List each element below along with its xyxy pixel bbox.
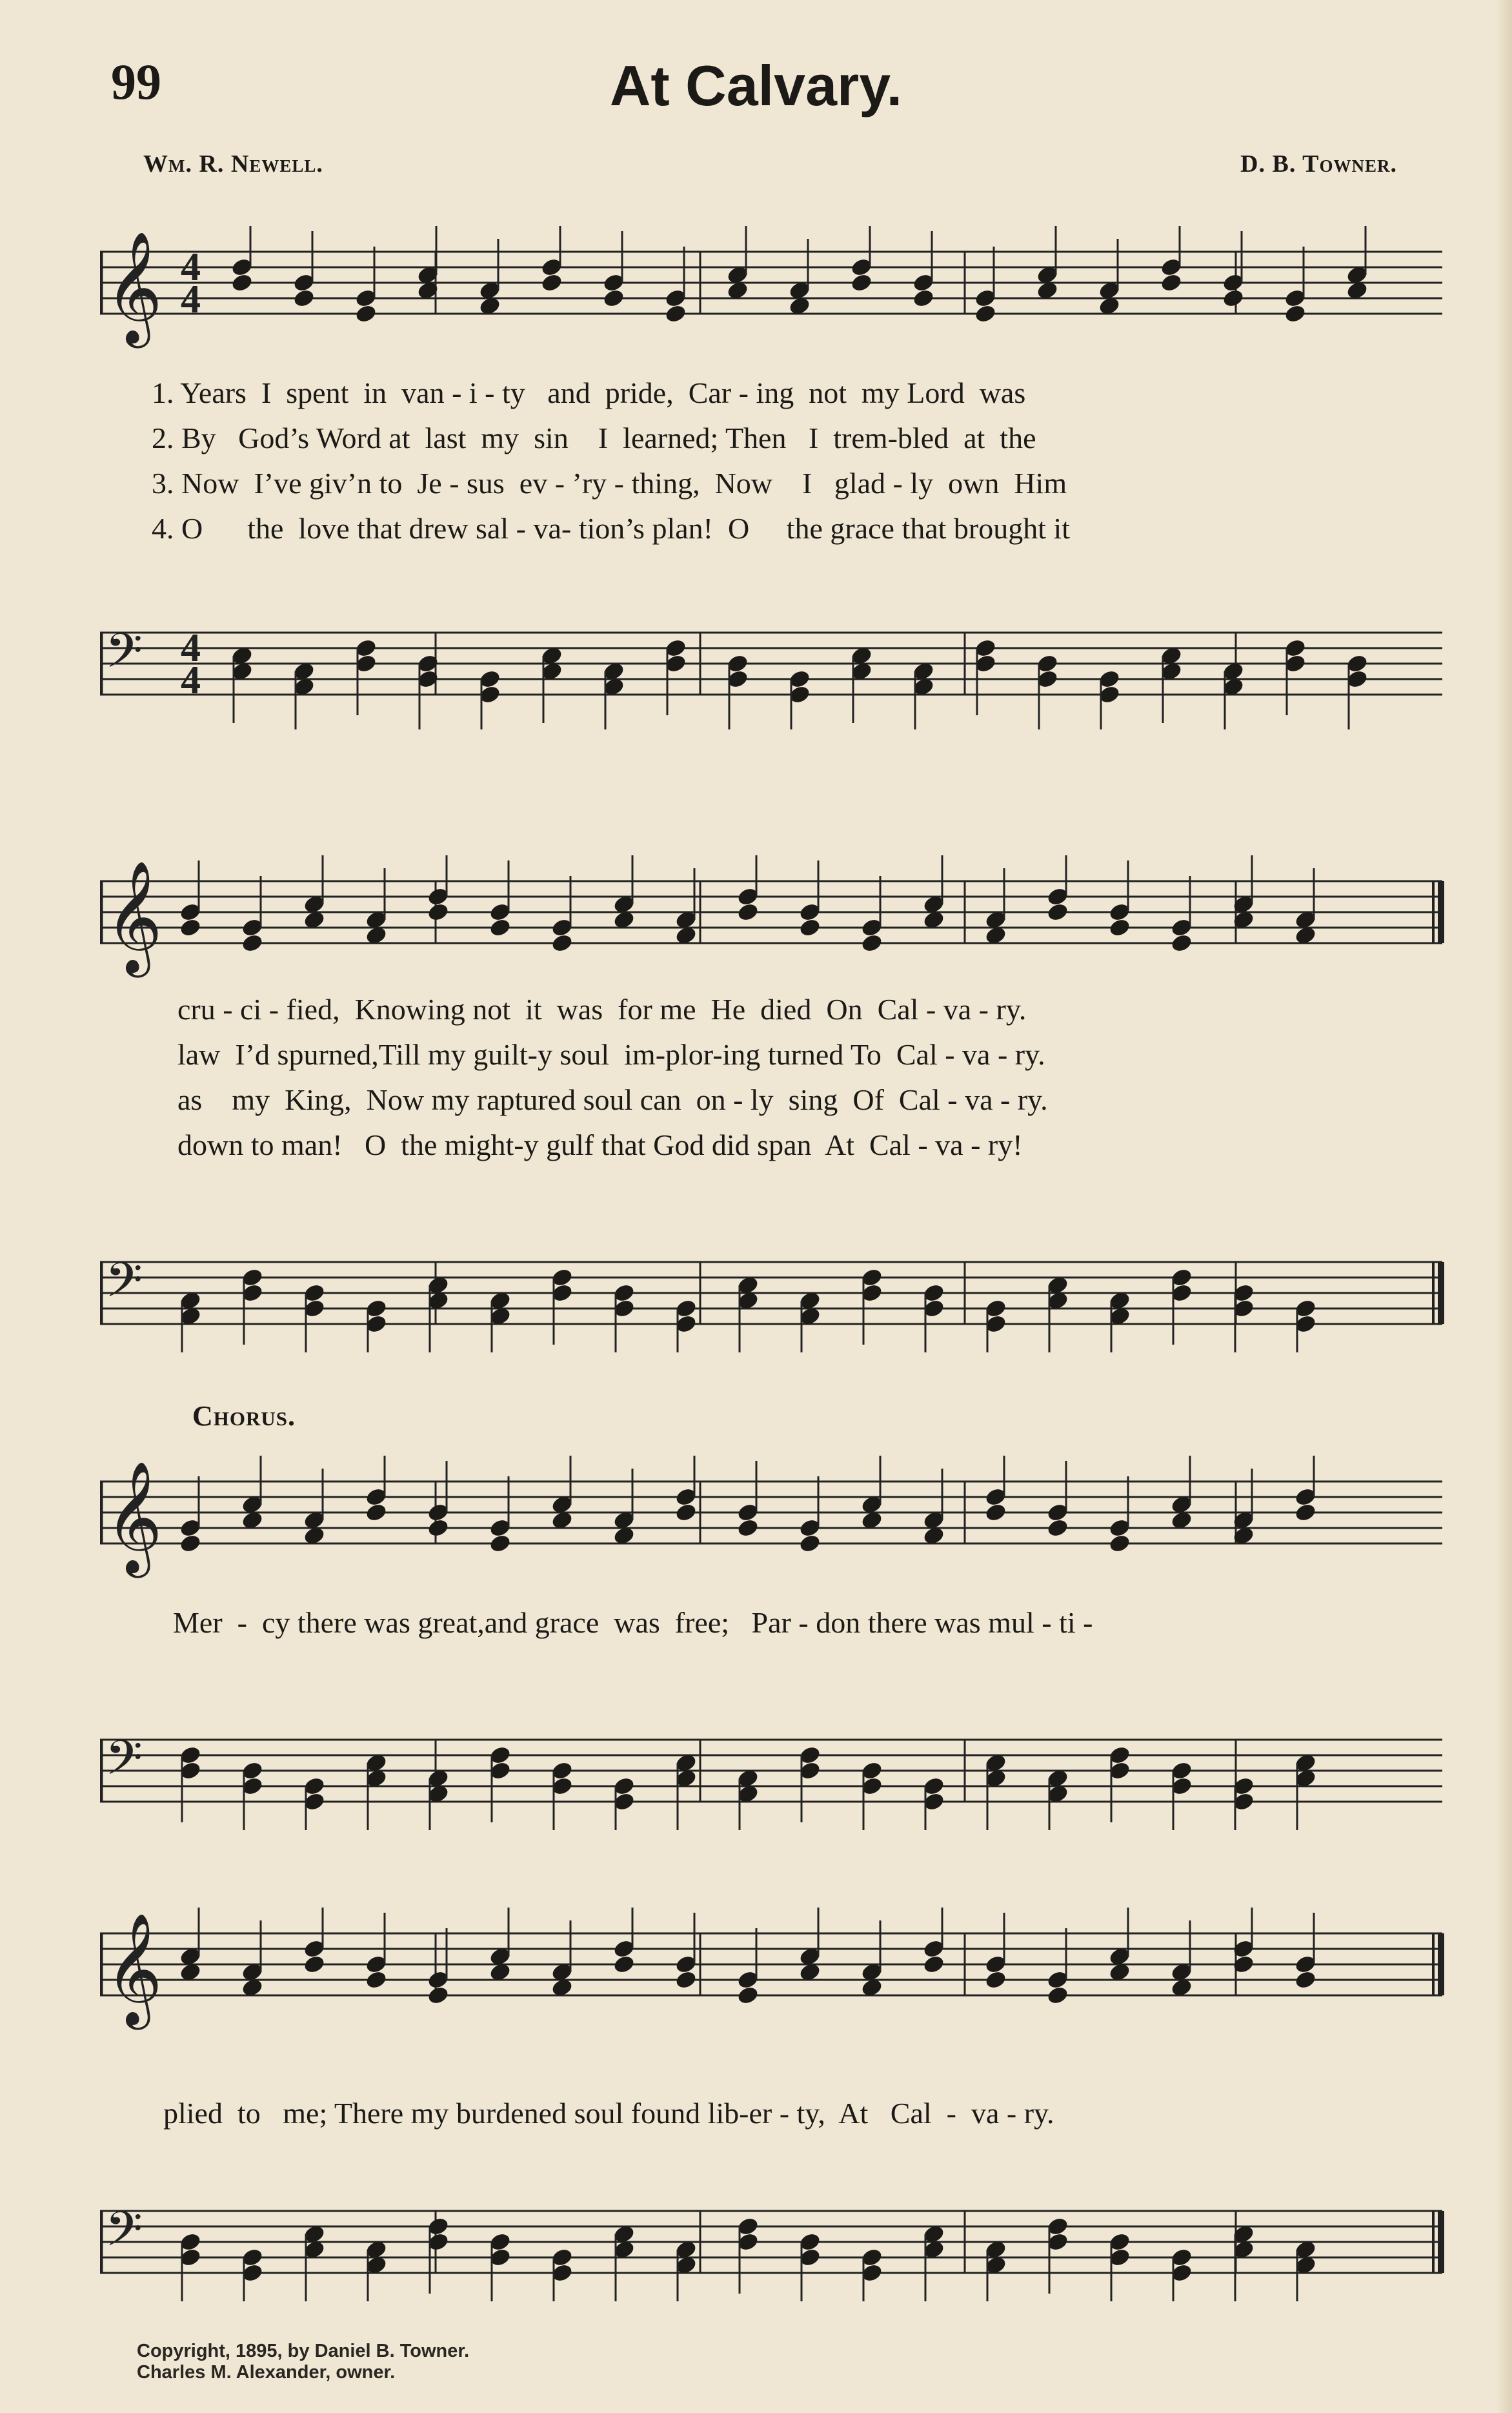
note-head bbox=[1222, 288, 1245, 309]
verse-3-line-2: as my King, Now my raptured soul can on - ly sing Of Cal - va - ry. bbox=[177, 1083, 1048, 1116]
note-head bbox=[984, 1502, 1007, 1523]
note-head bbox=[1284, 303, 1307, 325]
note-head bbox=[674, 1502, 698, 1523]
verse-1-line-1: 1. Years I spent in van - i - ty and pride, Car - ing not my Lord was bbox=[152, 376, 1026, 409]
bass-staff-3 bbox=[100, 1714, 1455, 1830]
note-head bbox=[1294, 1970, 1317, 1991]
note-head bbox=[1046, 1985, 1069, 2006]
treble-clef-icon: 𝄞 bbox=[105, 231, 163, 343]
bass-staff-4 bbox=[100, 2185, 1455, 2301]
note-head bbox=[850, 272, 873, 294]
verse-1-line-2: cru - ci - fied, Knowing not it was for me He died On Cal - va - ry. bbox=[177, 993, 1027, 1026]
bass-clef-icon: 𝄢 bbox=[105, 1730, 143, 1798]
note-head bbox=[179, 917, 202, 939]
note-head bbox=[489, 917, 512, 939]
time-signature-top: 4 bbox=[181, 245, 201, 289]
music-system-3 bbox=[100, 1436, 1455, 1824]
note-head bbox=[1294, 1502, 1317, 1523]
note-head bbox=[984, 1970, 1007, 1991]
note-head bbox=[612, 1954, 636, 1975]
treble-staff-3 bbox=[100, 1456, 1455, 1585]
hymn-number: 99 bbox=[111, 54, 161, 110]
note-head bbox=[974, 303, 997, 325]
bass-staff-2 bbox=[100, 1236, 1455, 1352]
bass-clef-icon: 𝄢 bbox=[105, 2201, 143, 2269]
note-head bbox=[365, 1502, 388, 1523]
hymn-title: At Calvary. bbox=[609, 54, 903, 117]
note-head bbox=[365, 1970, 388, 1991]
verse-2-line-2: law I’d spurned,Till my guilt-y soul im-plor-ing turned To Cal - va - ry. bbox=[177, 1038, 1045, 1071]
time-signature-top: 4 bbox=[181, 626, 201, 670]
note-head bbox=[798, 1533, 822, 1554]
note-head bbox=[1046, 902, 1069, 923]
verse-4-line-1: 4. O the love that drew sal - va- tion’s plan! O the grace that brought it bbox=[152, 512, 1071, 545]
copyright-notice bbox=[137, 2341, 469, 2383]
note-head bbox=[427, 902, 450, 923]
note-head bbox=[550, 933, 574, 954]
music-system-2 bbox=[100, 836, 1455, 1346]
note-head bbox=[427, 1985, 450, 2006]
treble-staff-4 bbox=[100, 1908, 1455, 2037]
treble-staff-1 bbox=[100, 226, 1455, 355]
note-head bbox=[922, 1954, 945, 1975]
note-head bbox=[427, 1518, 450, 1539]
lyricist-credit: Wm. R. Newell. bbox=[143, 150, 323, 178]
note-head bbox=[540, 272, 563, 294]
note-head bbox=[230, 272, 254, 294]
music-system-4 bbox=[100, 1888, 1455, 2288]
note-head bbox=[1170, 933, 1193, 954]
treble-clef-icon: 𝄞 bbox=[105, 1913, 163, 2025]
note-head bbox=[674, 1970, 698, 1991]
page-edge bbox=[1497, 0, 1512, 2413]
note-head bbox=[241, 933, 264, 954]
bass-clef-icon: 𝄢 bbox=[105, 623, 143, 691]
note-head bbox=[912, 288, 935, 309]
note-head bbox=[736, 1985, 760, 2006]
note-head bbox=[860, 933, 883, 954]
note-head bbox=[292, 288, 316, 309]
note-head bbox=[602, 288, 625, 309]
chorus-line-2: plied to me; There my burdened soul found lib-er - ty, At Cal - va - ry. bbox=[163, 2097, 1054, 2130]
note-head bbox=[179, 1533, 202, 1554]
verse-3-line-1: 3. Now I’ve giv’n to Je - sus ev - ’ry - thing, Now I glad - ly own Him bbox=[152, 467, 1067, 500]
time-signature-bottom: 4 bbox=[181, 278, 201, 321]
note-head bbox=[489, 1533, 512, 1554]
note-head bbox=[1108, 1533, 1131, 1554]
note-head bbox=[798, 917, 822, 939]
note-head bbox=[664, 303, 687, 325]
bass-staff-1 bbox=[100, 607, 1455, 729]
note-head bbox=[1160, 272, 1183, 294]
treble-staff-2 bbox=[100, 855, 1455, 984]
note-head bbox=[1046, 1518, 1069, 1539]
copyright-line-2: Charles M. Alexander, owner. bbox=[137, 2362, 396, 2383]
time-signature-bottom: 4 bbox=[181, 658, 201, 702]
chorus-line-1: Mer - cy there was great,and grace was free; Par - don there was mul - ti - bbox=[173, 1606, 1093, 1639]
note-head bbox=[303, 1954, 326, 1975]
note-head bbox=[736, 902, 760, 923]
note-head bbox=[736, 1518, 760, 1539]
copyright-line-1: Copyright, 1895, by Daniel B. Towner. bbox=[137, 2341, 470, 2361]
note-head bbox=[1108, 917, 1131, 939]
composer-credit: D. B. Towner. bbox=[1240, 150, 1397, 178]
chorus-label: Chorus. bbox=[192, 1400, 296, 1432]
note-head bbox=[354, 303, 378, 325]
bass-clef-icon: 𝄢 bbox=[105, 1252, 143, 1320]
verse-4-line-2: down to man! O the might-y gulf that God did span At Cal - va - ry! bbox=[177, 1128, 1023, 1161]
treble-clef-icon: 𝄞 bbox=[105, 1461, 163, 1573]
verse-2-line-1: 2. By God’s Word at last my sin I learned; Then I trem-bled at the bbox=[152, 422, 1036, 454]
music-system-1 bbox=[100, 207, 1455, 729]
treble-clef-icon: 𝄞 bbox=[105, 860, 163, 973]
